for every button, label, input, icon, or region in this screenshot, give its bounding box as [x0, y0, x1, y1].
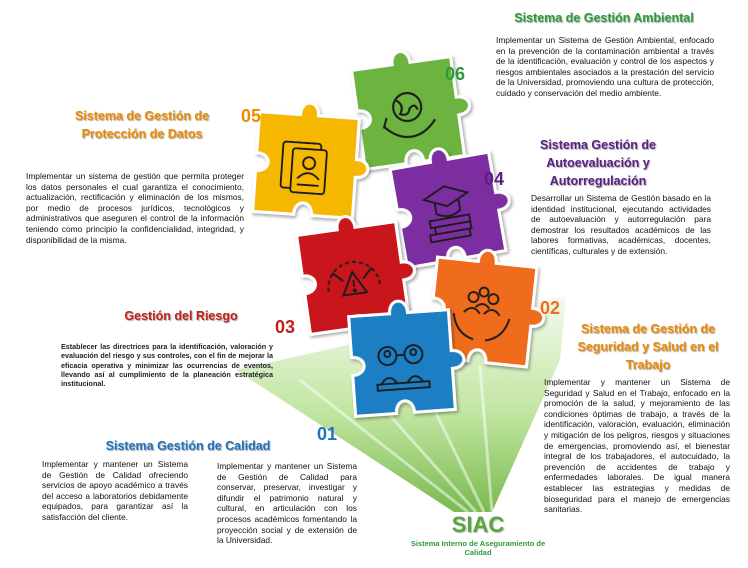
puzzle-piece-01	[348, 297, 468, 417]
description-05: Implementar un sistema de gestión que permita proteger los datos personales el cual garantiza el conocimiento, actualización, rectificación y eliminación de los mismos, por medio de procesos jurídicos, tecnológicos y administrativos que aseguren el control de la información teniendo como principio la confidencialidad, integridad, y disponibilidad de la misma.	[26, 171, 244, 245]
title-02: Sistema de Gestión de Seguridad y Salud en el Trabajo	[577, 322, 719, 372]
title-03: Gestión del Riesgo	[124, 309, 238, 323]
puzzle-piece-06	[350, 43, 476, 169]
number-03: 03	[275, 317, 296, 337]
number-06: 06	[445, 64, 466, 84]
siac-subtitle: Sistema Interno de Aseguramiento de Calidad	[410, 539, 546, 557]
title-04: Sistema Gestión de Autoevaluación y Autorregulación	[539, 138, 656, 188]
number-05: 05	[241, 106, 262, 126]
description-06: Implementar un Sistema de Gestión Ambiental, enfocado en la prevención de la contaminación ambiental a través de la identificación, evaluación y control de los aspectos y riesgos ambientales asociados a la prestación del servicio de la Universidad, promoviendo una cultura de protección, cuidado y conservación del medio ambiente.	[496, 35, 714, 98]
siac-title: SIAC	[451, 512, 505, 537]
title-01: Sistema Gestión de Calidad	[105, 439, 271, 453]
number-01: 01	[317, 424, 338, 444]
description-02: Implementar y mantener un Sistema de Seguridad y Salud en el Trabajo, enfocado en la promoción de la salud, y mejoramiento de las condiciones óptimas de trabajo, a través de la identificación, valoración, evaluación, eliminación y mitigación de los peligros, riesgos y situaciones de emergencias, promoviendo así, el bienestar integral de los trabajadores, el autocuidado, la prevención de accidentes de trabajo y enfermedades laborales. De igual manera establecer las estrategias y medidas de bioseguridad para el manejo de emergencias sanitarias.	[544, 377, 730, 515]
description-04: Desarrollar un Sistema de Gestión basado en la identidad institucional, ejecutando actividades de autoevaluación y autorregulación para demostrar los resultados académicos de las labores formativas, académicas, docentes, científicas, culturales y de extensión.	[531, 193, 711, 256]
description-01a: Implementar y mantener un Sistema de Gestión de Calidad ofreciendo servicios de apoyo académico a través del acceso a laboratorios debidamente equipados, para garantizar así la satisfacción del cliente.	[42, 459, 188, 522]
title-06: Sistema de Gestión Ambiental	[514, 11, 694, 25]
number-02: 02	[540, 298, 561, 318]
description-01b: Implementar y mantener un Sistema de Gestión de Calidad para conservar, preservar, investigar y difundir el patrimonio natural y cultural, en articulación con los procesos académicos fomentando la proyección social y de extensión de la Universidad.	[217, 461, 357, 546]
title-05: Sistema de Gestión de Protección de Datos	[74, 109, 210, 141]
description-03: Establecer las directrices para la identificación, valoración y evaluación del riesgo y sus controles, con el fin de mejorar la eficacia operativa y minimizar las ocurrencias de eventos, llevando así al cumplimiento de la planeación estratégica institucional.	[61, 342, 273, 389]
number-04: 04	[484, 169, 505, 189]
puzzle-piece-05	[253, 100, 373, 220]
